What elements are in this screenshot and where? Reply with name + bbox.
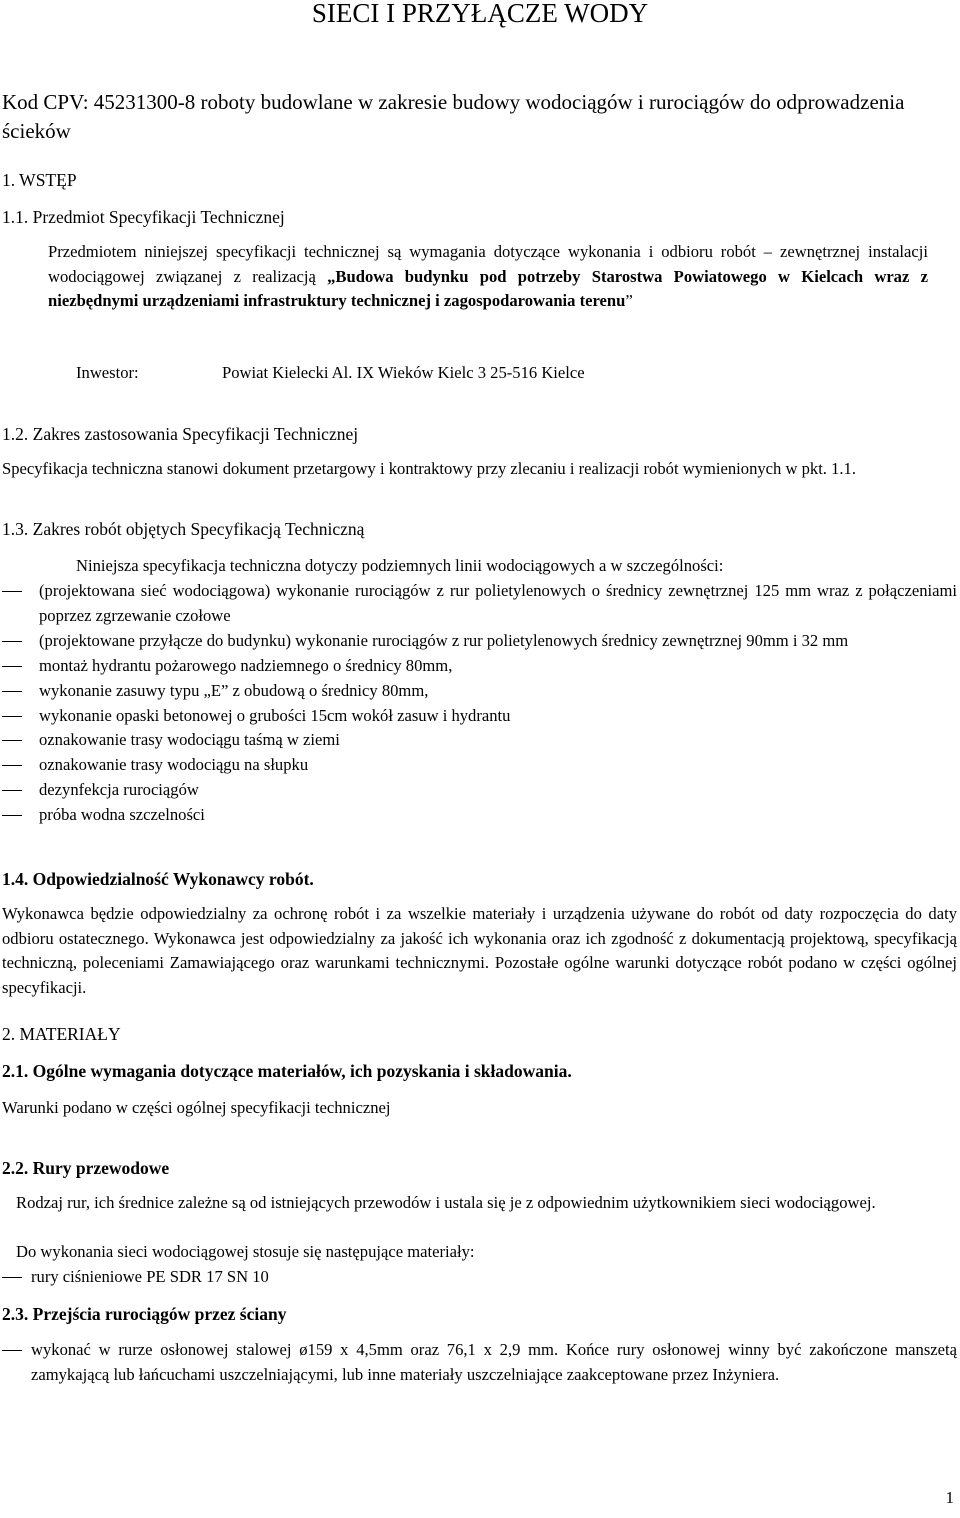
list-item: montaż hydrantu pożarowego nadziemnego o średnicy 80mm,	[2, 654, 957, 679]
section-1-3-intro: Niniejsza specyfikacja techniczna dotyczy podziemnych linii wodociągowych a w szczególności:	[76, 556, 724, 575]
list-item: wykonanie opaski betonowej o grubości 15cm wokół zasuw i hydrantu	[2, 704, 957, 729]
investor-label: Inwestor:	[76, 363, 139, 382]
wall-crossing-list	[2, 1338, 957, 1387]
project-name: „Budowa budynku pod potrzeby Starostwa Powiatowego w Kielcach wraz z niezbędnymi urządzeniami infrastruktury technicznej i zagospodarowania terenu	[48, 266, 928, 311]
section-2-1-paragraph: Warunki podano w części ogólnej specyfikacji technicznej	[2, 1098, 391, 1117]
list-item: rury ciśnieniowe PE SDR 17 SN 10	[2, 1265, 957, 1290]
dash-icon	[2, 641, 22, 642]
list-item: oznakowanie trasy wodociągu na słupku	[2, 753, 957, 778]
document-title: SIECI I PRZYŁĄCZE WODY	[311, 0, 649, 28]
dash-icon	[2, 666, 22, 667]
materials-list	[2, 1265, 957, 1290]
list-item: (projektowane przyłącze do budynku) wykonanie rurociągów z rur polietylenowych średnicy zewnętrznej 90mm i 32 mm	[2, 629, 957, 654]
section-1-1-paragraph	[48, 240, 928, 314]
list-item: dezynfekcja rurociągów	[2, 778, 957, 803]
section-1-2-heading: 1.2. Zakres zastosowania Specyfikacji Technicznej	[2, 424, 359, 444]
section-2-2-paragraph-1: Rodzaj rur, ich średnice zależne są od istniejących przewodów i ustala się je z odpowiednim użytkownikiem sieci wodociągowej.	[16, 1193, 876, 1212]
dash-icon	[2, 591, 22, 592]
dash-icon	[2, 716, 22, 717]
dash-icon	[2, 815, 22, 816]
section-2-2-heading: 2.2. Rury przewodowe	[2, 1158, 170, 1178]
list-item: oznakowanie trasy wodociągu taśmą w ziemi	[2, 728, 957, 753]
list-item: próba wodna szczelności	[2, 803, 957, 828]
dash-icon	[2, 691, 22, 692]
section-1-heading: 1. WSTĘP	[2, 170, 77, 190]
dash-icon	[2, 1350, 22, 1351]
page-number: 1	[945, 1488, 954, 1507]
section-1-2-paragraph: Specyfikacja techniczna stanowi dokument przetargowy i kontraktowy przy zlecaniu i realizacji robót wymienionych w pkt. 1.1.	[2, 459, 856, 478]
works-scope-list	[2, 579, 957, 828]
section-1-1-text: Przedmiotem niniejszej specyfikacji technicznej są wymagania dotyczące wykonania i odbioru robót – zewnętrznej instalacji wodociągowej związanej z realizacją	[48, 242, 928, 286]
dash-icon	[2, 790, 22, 791]
section-2-heading: 2. MATERIAŁY	[2, 1024, 121, 1044]
cpv-code-heading: Kod CPV: 45231300-8 roboty budowlane w zakresie budowy wodociągów i rurociągów do odprowadzenia ścieków	[2, 90, 905, 143]
dash-icon	[2, 1277, 22, 1278]
section-1-1-heading: 1.1. Przedmiot Specyfikacji Technicznej	[2, 207, 285, 227]
list-item: (projektowana sieć wodociągowa) wykonanie rurociągów z rur polietylenowych o średnicy zewnętrznej 125 mm wraz z połączeniami poprzez zgrzewanie czołowe	[2, 579, 957, 629]
dash-icon	[2, 740, 22, 741]
section-2-1-heading: 2.1. Ogólne wymagania dotyczące materiałów, ich pozyskania i składowania.	[2, 1061, 572, 1081]
section-2-3-heading: 2.3. Przejścia rurociągów przez ściany	[2, 1304, 287, 1324]
section-1-4-paragraph: Wykonawca będzie odpowiedzialny za ochronę robót i za wszelkie materiały i urządzenia używane do robót od daty rozpoczęcia do daty odbioru ostatecznego. Wykonawca jest odpowiedzialny za jakość ich wykonania oraz ich zgodność z dokumentacją projektową, specyfikacją techniczną, poleceniami Zamawiającego oraz warunkami technicznymi. Pozostałe ogólne warunki dotyczące robót podano w części ogólnej specyfikacji.	[2, 904, 957, 997]
section-1-4-heading: 1.4. Odpowiedzialność Wykonawcy robót.	[2, 869, 314, 889]
section-1-3-heading: 1.3. Zakres robót objętych Specyfikacją Techniczną	[2, 519, 365, 539]
dash-icon	[2, 765, 22, 766]
list-item: wykonać w rurze osłonowej stalowej ø159 x 4,5mm oraz 76,1 x 2,9 mm. Końce rury osłonowej winny być zakończone manszetą zamykającą lub łańcuchami uszczelniającymi, lub inne materiały uszczelniające zaakceptowane przez Inżyniera.	[2, 1338, 957, 1387]
closing-quote: ”	[625, 291, 633, 311]
section-2-2-paragraph-2: Do wykonania sieci wodociągowej stosuje się następujące materiały:	[16, 1242, 475, 1261]
list-item: wykonanie zasuwy typu „E” z obudową o średnicy 80mm,	[2, 679, 957, 704]
investor-value: Powiat Kielecki Al. IX Wieków Kielc 3 25-516 Kielce	[222, 363, 585, 382]
